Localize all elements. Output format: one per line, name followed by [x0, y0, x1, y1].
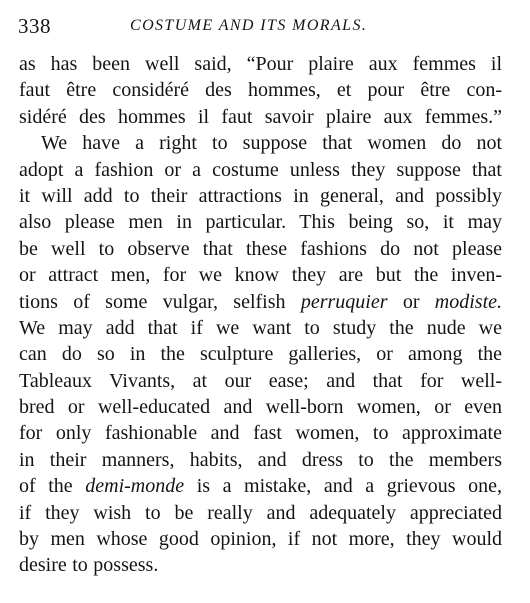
text-line: it will add to their attractions in general, and possibly: [19, 184, 502, 207]
italic-term: demi-monde: [85, 475, 185, 498]
text-line: [19, 473, 502, 499]
page-number: 338: [18, 14, 51, 38]
text-segment: is a mistake, and a grievous one,: [196, 475, 503, 498]
text-line: by men whose good opinion, if not more, they would: [19, 528, 502, 551]
text-line: be well to observe that these fashions do not please: [19, 237, 502, 260]
text-line: We may add that if we want to study the nude we: [19, 316, 502, 339]
text-line: for only fashionable and fast women, to approximate: [19, 422, 502, 445]
text-line: if they wish to be really and adequately appreciated: [19, 501, 502, 524]
text-line: [19, 289, 502, 315]
text-segment: tions of some vulgar, selfish: [19, 290, 286, 313]
text-line: bred or well-educated and well-born women, or even: [19, 396, 502, 419]
body-text: [19, 51, 502, 579]
text-line: faut être considéré des hommes, et pour être con-: [19, 79, 502, 102]
text-line: in their manners, habits, and dress to the members: [19, 448, 502, 471]
text-line: also please men in particular. This being so, it may: [19, 211, 502, 234]
italic-term: modiste.: [434, 290, 503, 313]
text-line: as has been well said, “Pour plaire aux femmes il: [19, 53, 502, 75]
italic-term: perruquier: [300, 290, 388, 313]
text-line: adopt a fashion or a costume unless they suppose that: [19, 158, 502, 181]
text-line: can do so in the sculpture galleries, or among the: [19, 343, 502, 366]
running-head: COSTUME AND ITS MORALS.: [130, 17, 368, 34]
text-line: We have a right to suppose that women do not: [41, 132, 502, 155]
text-line: Tableaux Vivants, at our ease; and that for well-: [19, 369, 502, 392]
text-segment: of the: [19, 475, 73, 498]
text-line: desire to possess.: [19, 554, 159, 577]
text-segment: or: [402, 290, 420, 313]
text-line: or attract men, for we know they are but the inven-: [19, 264, 502, 287]
text-line: sidéré des hommes il faut savoir plaire aux femmes.”: [19, 105, 502, 128]
page-header: [18, 14, 500, 40]
